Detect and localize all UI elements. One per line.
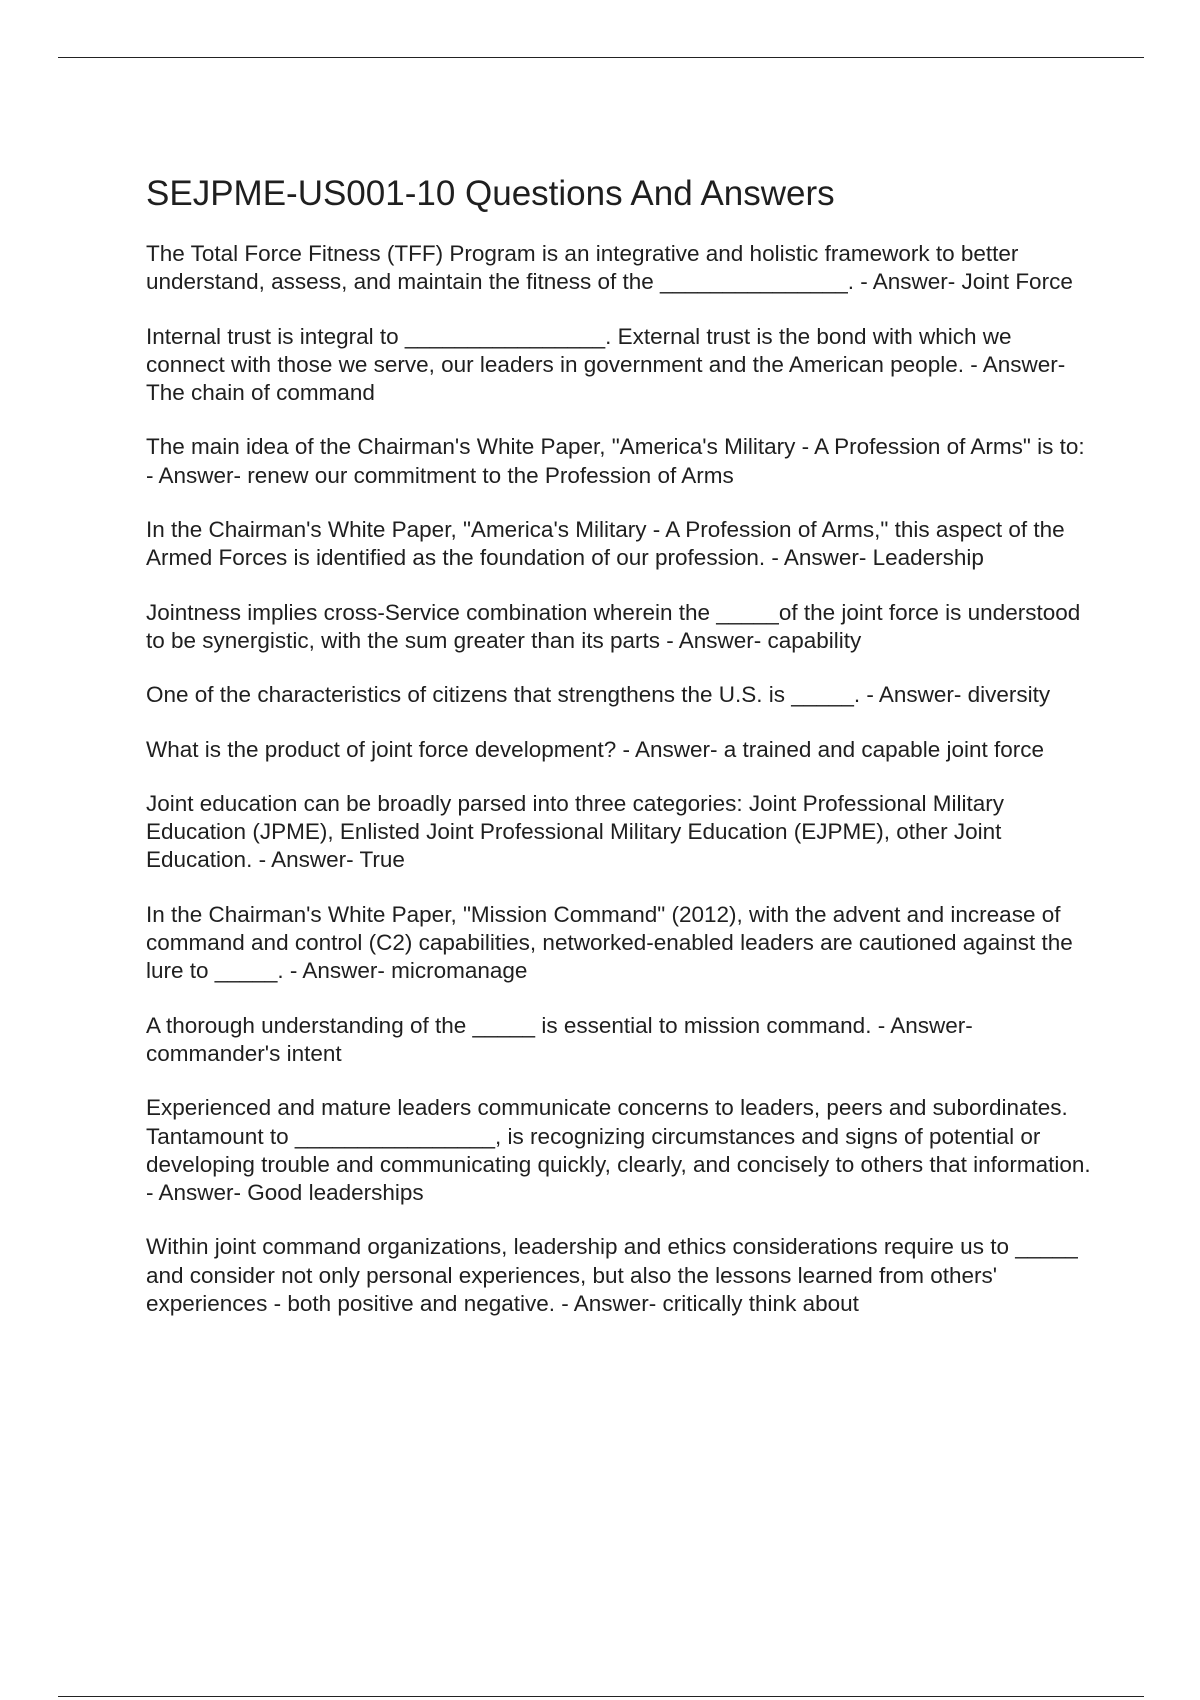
qa-item-7: What is the product of joint force development? - Answer- a trained and capable joint force (146, 736, 1045, 762)
qa-item-9: In the Chairman's White Paper, "Mission Command" (2012), with the advent and increase of command and control (C2) capabilities, networked-enabled leaders are cautioned against the lure to _____. - Answer- micromanage (146, 901, 1073, 984)
page-title: SEJPME-US001-10 Questions And Answers (146, 174, 835, 213)
qa-item-12: Within joint command organizations, leadership and ethics considerations require us to _____ and consider not only personal experiences, but also the lessons learned from others' experiences - both positive and negative. - Answer- critically think about (146, 1234, 1078, 1317)
qa-list (146, 240, 1096, 1318)
top-rule (58, 57, 1144, 58)
bottom-rule (58, 1696, 1144, 1697)
qa-item-11: Experienced and mature leaders communicate concerns to leaders, peers and subordinates. Tantamount to ________________, is recognizing circumstances and signs of potential or developing trouble and communicating quickly, clearly, and concisely to others that information. - Answer- Good leaderships (146, 1095, 1091, 1206)
qa-item-6: One of the characteristics of citizens that strengthens the U.S. is _____. - Answer- diversity (146, 682, 1051, 708)
document-body (146, 170, 1096, 1344)
qa-item-10: A thorough understanding of the _____ is essential to mission command. - Answer- commander's intent (146, 1012, 973, 1066)
qa-item-1: The Total Force Fitness (TFF) Program is an integrative and holistic framework to better understand, assess, and maintain the fitness of the _______________. - Answer- Joint Force (146, 241, 1073, 295)
qa-item-5: Jointness implies cross-Service combination wherein the _____of the joint force is understood to be synergistic, with the sum greater than its parts - Answer- capability (146, 599, 1081, 653)
qa-item-3: The main idea of the Chairman's White Paper, "America's Military - A Profession of Arms" is to: - Answer- renew our commitment to the Profession of Arms (146, 434, 1085, 488)
qa-item-4: In the Chairman's White Paper, "America's Military - A Profession of Arms," this aspect of the Armed Forces is identified as the foundation of our profession. - Answer- Leadership (146, 517, 1065, 571)
qa-item-2: Internal trust is integral to ________________. External trust is the bond with which we connect with those we serve, our leaders in government and the American people. - Answer- The chain of command (146, 323, 1066, 406)
qa-item-8: Joint education can be broadly parsed into three categories: Joint Professional Military Education (JPME), Enlisted Joint Professional Military Education (EJPME), other Joint Education. - Answer- True (146, 790, 1004, 873)
